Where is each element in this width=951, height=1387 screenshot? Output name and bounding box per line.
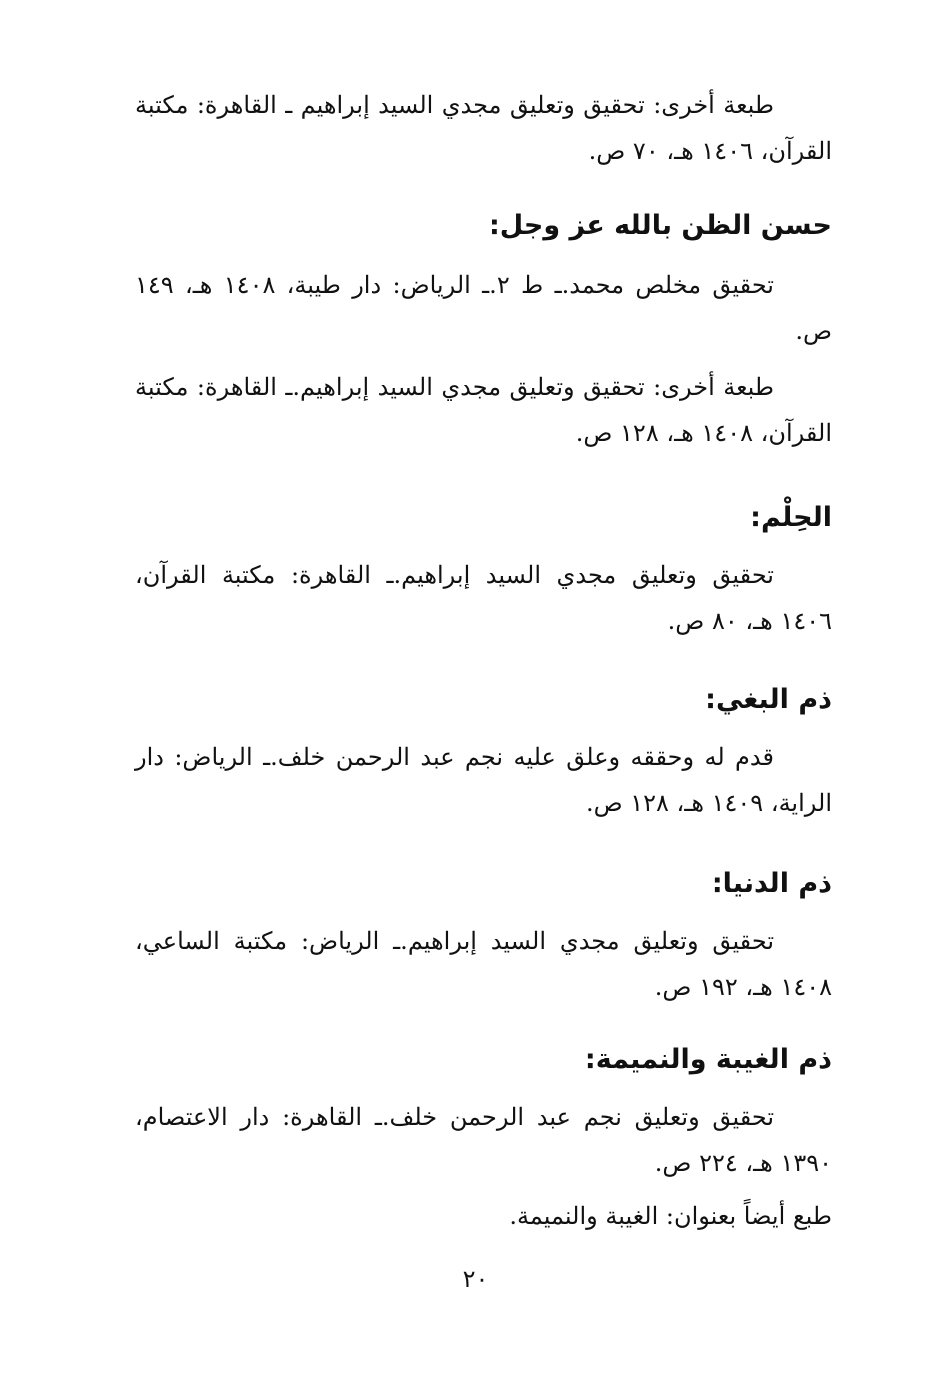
entry-5-title: ذم الغيبة والنميمة: — [584, 1044, 832, 1075]
entry-4-paragraph-0: تحقيق وتعليق مجدي السيد إبراهيم.ـ الرياض: مكتبة الساعي، ١٤٠٨ هـ، ١٩٢ ص. — [135, 927, 832, 1001]
entry-1-title: حسن الظن بالله عز وجل: — [488, 210, 832, 241]
page-number: ٢٠ — [462, 1265, 489, 1293]
entry-0-paragraph-0: طبعة أخرى: تحقيق وتعليق مجدي السيد إبراهيم ـ القاهرة: مكتبة القرآن، ١٤٠٦ هـ، ٧٠ ص. — [135, 91, 832, 165]
entry-5-paragraph-0: تحقيق وتعليق نجم عبد الرحمن خلف.ـ القاهرة: دار الاعتصام، ١٣٩٠ هـ، ٢٢٤ ص. — [135, 1103, 832, 1177]
entry-3-title: ذم البغي: — [705, 684, 832, 715]
entry-1-paragraph-1: طبعة أخرى: تحقيق وتعليق مجدي السيد إبراهيم.ـ القاهرة: مكتبة القرآن، ١٤٠٨ هـ، ١٢٨ ص. — [135, 373, 832, 447]
entry-2-paragraph-0: تحقيق وتعليق مجدي السيد إبراهيم.ـ القاهرة: مكتبة القرآن، ١٤٠٦ هـ، ٨٠ ص. — [135, 561, 832, 635]
entry-1-paragraph-0: تحقيق مخلص محمد.ـ ط ٢.ـ الرياض: دار طيبة، ١٤٠٨ هـ، ١٤٩ ص. — [135, 271, 832, 345]
entry-2-title: الحِلْم: — [750, 502, 832, 533]
entry-3-paragraph-0: قدم له وحققه وعلق عليه نجم عبد الرحمن خلف.ـ الرياض: دار الراية، ١٤٠٩ هـ، ١٢٨ ص. — [135, 743, 832, 817]
entry-4-title: ذم الدنيا: — [711, 868, 832, 899]
entry-5-note: طبع أيضاً بعنوان: الغيبة والنميمة. — [509, 1202, 832, 1230]
